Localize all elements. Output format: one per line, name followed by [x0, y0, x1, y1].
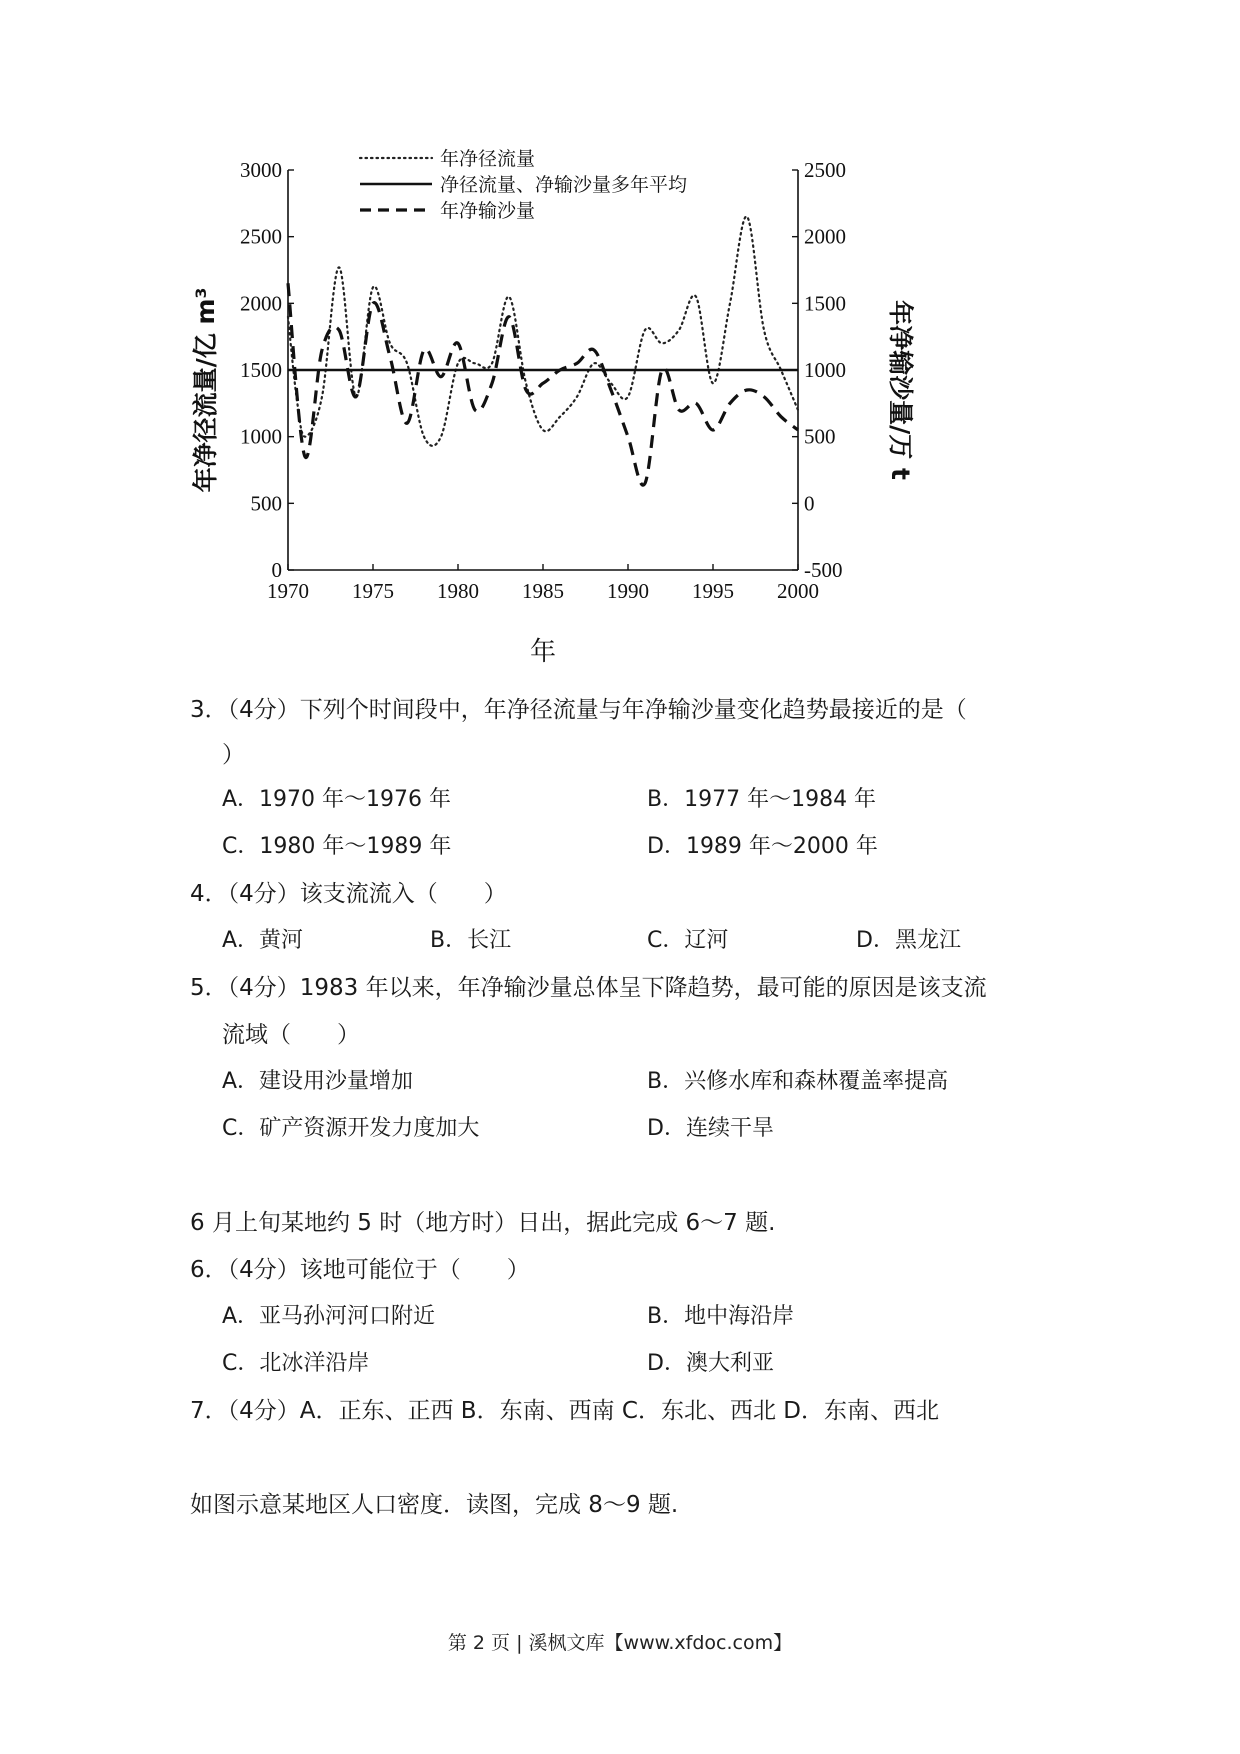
legend-label: 年净输沙量 — [440, 200, 536, 222]
left-axis-ticks — [240, 158, 294, 582]
intro-8-9: 如图示意某地区人口密度．读图，完成 8～9 题. — [190, 1492, 679, 1518]
xlabel: 年 — [529, 637, 557, 667]
right-axis-ticks — [792, 158, 846, 582]
chart-series — [288, 216, 798, 485]
question-3-option-a: A．1970 年～1976 年 — [222, 787, 452, 812]
question-4-stem: 4．（4分）该支流流入（ ） — [190, 881, 507, 907]
left-tick-label: 500 — [250, 491, 282, 516]
x-tick-label: 1990 — [607, 579, 649, 603]
ylabel-right: 年净输沙量/万 t — [886, 300, 915, 480]
x-tick-label: 1970 — [267, 579, 309, 603]
legend-label: 净径流量、净输沙量多年平均 — [440, 174, 688, 196]
question-4-option-d: D．黑龙江 — [856, 928, 961, 953]
right-tick-label: 1500 — [804, 291, 846, 316]
question-3-option-b: B．1977 年～1984 年 — [647, 787, 877, 812]
question-5-option-b: B．兴修水库和森林覆盖率提高 — [647, 1069, 949, 1094]
question-6-option-c: C．北冰洋沿岸 — [222, 1351, 370, 1376]
page-footer: 第 2 页 | 溪枫文库【www.xfdoc.com】 — [447, 1632, 793, 1654]
question-6-option-a: A．亚马孙河河口附近 — [222, 1304, 436, 1329]
question-4-option-b: B．长江 — [430, 928, 512, 953]
x-tick-label: 1980 — [437, 579, 479, 603]
question-7: 7．（4分）A．正东、正西 B．东南、西南 C．东北、西北 D．东南、西北 — [190, 1398, 939, 1424]
intro-6-7: 6 月上旬某地约 5 时（地方时）日出，据此完成 6～7 题. — [190, 1210, 776, 1236]
x-tick-label: 2000 — [777, 579, 819, 603]
question-3-stem-cont: ） — [222, 742, 245, 768]
x-tick-label: 1995 — [692, 579, 734, 603]
right-tick-label: 2000 — [804, 224, 846, 249]
left-tick-label: 0 — [271, 558, 282, 582]
question-5-option-d: D．连续干旱 — [647, 1116, 774, 1141]
right-tick-label: 2500 — [804, 158, 846, 182]
right-tick-label: 1000 — [804, 358, 846, 382]
left-tick-label: 3000 — [240, 158, 282, 182]
question-5-stem-cont: 流域（ ） — [222, 1022, 360, 1048]
question-4-option-a: A．黄河 — [222, 928, 304, 953]
right-tick-label: 0 — [804, 491, 815, 516]
question-3-option-d: D．1989 年～2000 年 — [647, 834, 878, 859]
legend-label: 年净径流量 — [440, 148, 536, 170]
question-3-stem: 3．（4分）下列个时间段中，年净径流量与年净输沙量变化趋势最接近的是（ — [190, 697, 967, 723]
question-6-option-b: B．地中海沿岸 — [647, 1304, 795, 1329]
sediment-series-line — [288, 283, 798, 485]
question-5-option-a: A．建设用沙量增加 — [222, 1069, 414, 1094]
question-3-option-c: C．1980 年～1989 年 — [222, 834, 452, 859]
runoff-series-line — [288, 216, 798, 445]
chart-legend — [360, 148, 687, 222]
question-6-option-d: D．澳大利亚 — [647, 1351, 774, 1376]
x-tick-label: 1985 — [522, 579, 564, 603]
question-6-stem: 6．（4分）该地可能位于（ ） — [190, 1257, 530, 1283]
ylabel-left: 年净径流量/亿 m³ — [191, 287, 220, 493]
question-5-option-c: C．矿产资源开发力度加大 — [222, 1116, 480, 1141]
question-4-option-c: C．辽河 — [647, 928, 729, 953]
question-5-stem: 5．（4分）1983 年以来，年净输沙量总体呈下降趋势，最可能的原因是该支流 — [190, 975, 987, 1001]
left-tick-label: 2500 — [240, 224, 282, 249]
x-tick-label: 1975 — [352, 579, 394, 603]
runoff-sediment-chart — [170, 148, 915, 670]
right-tick-label: 500 — [804, 424, 836, 449]
right-tick-label: -500 — [804, 558, 843, 582]
left-tick-label: 2000 — [240, 291, 282, 316]
left-tick-label: 1500 — [240, 358, 282, 382]
left-tick-label: 1000 — [240, 424, 282, 449]
